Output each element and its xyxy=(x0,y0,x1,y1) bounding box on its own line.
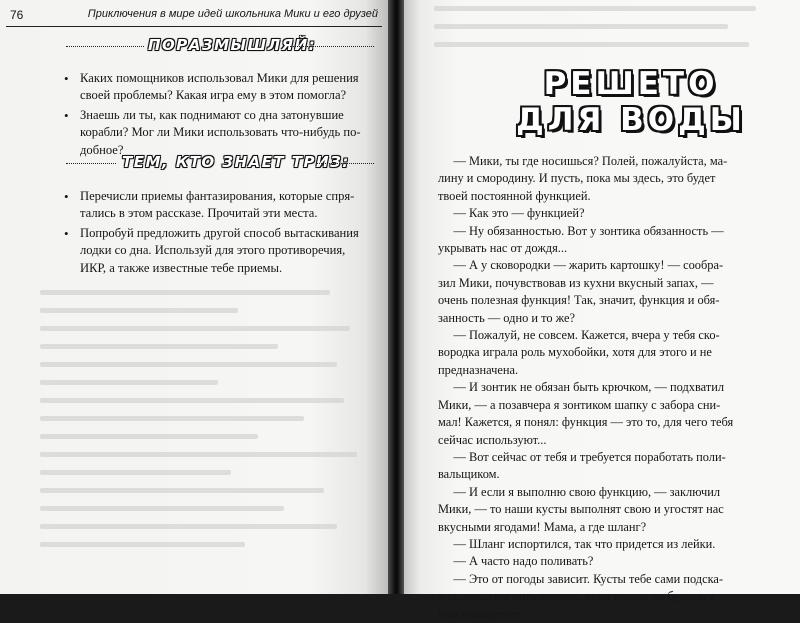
text-line: Мики, — а позавчера я зонтиком шапку с забора сни- xyxy=(438,397,721,412)
text-line: укрывать нас от дождя... xyxy=(438,241,568,256)
text-line: очень полезная функция! Так, значит, функция и обя- xyxy=(438,293,720,308)
list-item xyxy=(62,70,382,105)
text-line: — Это от погоды зависит. Кусты тебе сами подска- xyxy=(438,571,724,586)
text-line: — И зонтик не обязан быть крючком, — подхватил xyxy=(438,380,725,395)
text-line: — И если я выполню свою функцию, — заключил xyxy=(438,484,721,499)
bullet-icon: • xyxy=(64,107,69,123)
heading-rule-left xyxy=(66,46,144,47)
story-text xyxy=(438,153,768,623)
heading-rule-right xyxy=(316,163,374,164)
text-line: мал! Кажется, я понял: функция — это то, для чего тебя xyxy=(438,415,734,430)
heading-rule-left xyxy=(66,163,116,164)
heading-rule-right xyxy=(290,46,374,47)
list-item-text: Перечисли приемы фантазирования, которые спря- тались в этом рассказе. Прочитай эти места. xyxy=(80,189,355,221)
text-line: — Как это — функцией? xyxy=(438,206,585,221)
text-line: предназначена. xyxy=(438,362,519,377)
list-item xyxy=(62,107,382,159)
text-line: — Пожалуй, не совсем. Кажется, вчера у тебя ско- xyxy=(438,328,720,343)
text-line: вородка играла роль мухобойки, хотя для этого и не xyxy=(438,345,712,360)
text-line: вкусными ягодами! Мама, а где шланг? xyxy=(438,519,647,534)
text-line: сейчас используют... xyxy=(438,432,547,447)
text-line: — Шланг испортился, так что придется из лейки. xyxy=(438,536,716,551)
text-line: — Вот сейчас от тебя и требуется поработать поли- xyxy=(438,449,726,464)
running-title: Приключения в мире идей школьника Мики и его друзей xyxy=(87,8,378,20)
triz-tasks-list xyxy=(62,188,382,279)
text-line: — А часто надо поливать? xyxy=(438,554,594,569)
text-line: твоей постоянной функцией. xyxy=(438,188,591,203)
text-line: Мики, — то наши кусты выполнят свою и угостят нас xyxy=(438,502,724,517)
left-page xyxy=(0,0,388,594)
text-line: — А у сковородки — жарить картошку! — сообра- xyxy=(438,258,724,273)
bleed-through-text xyxy=(434,6,784,60)
text-line: зил Мики, почувствовав из кухни вкусный запах, — xyxy=(438,275,714,290)
text-line: ним внимателен. xyxy=(438,606,527,621)
section-heading-reflect: ПОРАЗМЫШЛЯЙ: xyxy=(148,36,317,54)
text-line: — Ну обязанностью. Вот у зонтика обязанность — xyxy=(438,223,724,238)
bleed-through-text xyxy=(40,290,370,560)
text-line: вальщиком. xyxy=(438,467,500,482)
bullet-icon: • xyxy=(64,225,69,241)
bullet-icon: • xyxy=(64,71,69,86)
text-line: жут, когда им пить хочется, если только ты будешь к xyxy=(438,589,715,604)
list-item xyxy=(62,225,382,277)
right-page xyxy=(404,0,800,621)
bullet-icon: • xyxy=(64,189,69,204)
section-heading-triz: ТЕМ, КТО ЗНАЕТ ТРИЗ: xyxy=(122,153,350,171)
list-item-text: Знаешь ли ты, как поднимают со дна затонувшие корабли? Мог ли Мики использовать что-нибудь по- добное? xyxy=(80,107,361,157)
chapter-title-line-2: ДЛЯ ВОДЫ xyxy=(516,102,746,138)
page-number: 76 xyxy=(10,8,24,22)
running-header xyxy=(6,6,382,27)
text-line: лину и смородину. И пусть, пока мы здесь, это будет xyxy=(438,171,716,186)
text-line: занность — одно и то же? xyxy=(438,310,576,325)
chapter-title-line-1: РЕШЕТО xyxy=(543,66,719,102)
list-item-text: Попробуй предложить другой способ вытаскивания лодки со дна. Используй для этого противоречия, ИКР, а также известные тебе приемы. xyxy=(80,225,359,275)
list-item xyxy=(62,188,382,223)
reflect-questions-list xyxy=(62,70,382,161)
book-gutter xyxy=(388,0,404,594)
text-line: — Мики, ты где носишься? Полей, пожалуйста, ма- xyxy=(438,154,728,168)
list-item-text: Каких помощников использовал Мики для решения своей проблемы? Какая игра ему в этом помогла? xyxy=(80,71,359,103)
